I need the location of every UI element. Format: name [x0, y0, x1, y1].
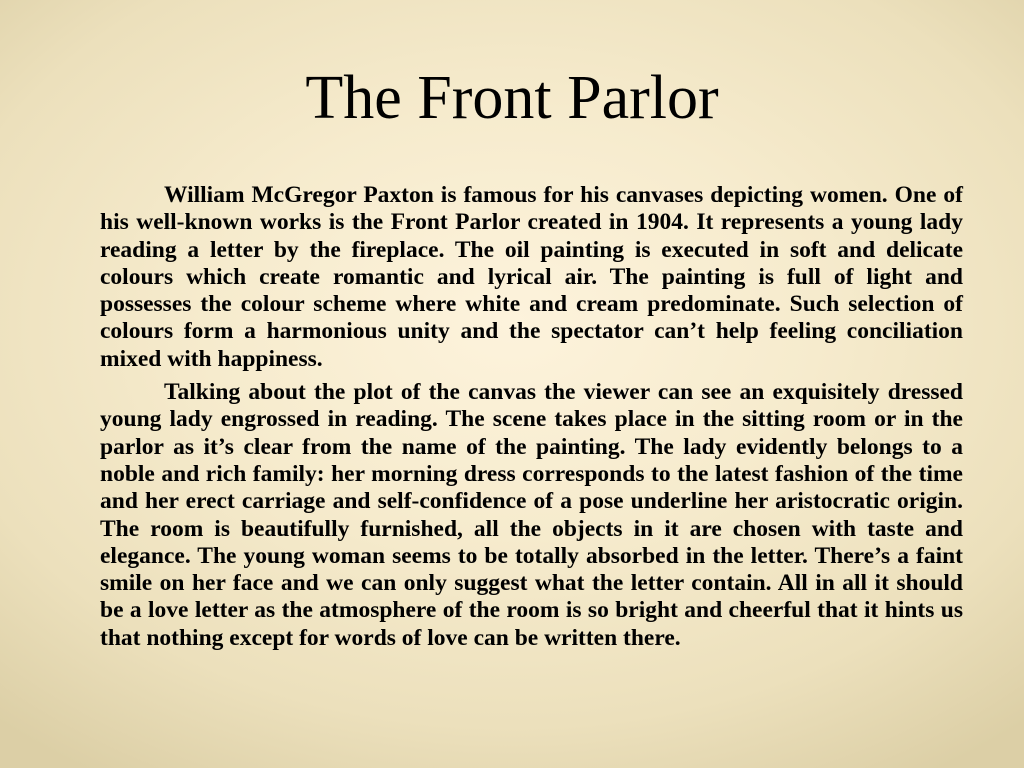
- body-paragraph: Talking about the plot of the canvas the viewer can see an exquisitely dressed young lady engrossed in reading. The scene takes place in the sitting room or in the parlor as it’s clear from the name of the painting. The lady evidently belongs to a noble and rich family: her morning dress corresponds to the latest fashion of the time and her erect carriage and self-confidence of a pose underline her aristocratic origin. The room is beautifully furnished, all the objects in it are chosen with taste and elegance. The young woman seems to be totally absorbed in the letter. There’s a faint smile on her face and we can only suggest what the letter contain. All in all it should be a love letter as the atmosphere of the room is so bright and cheerful that it hints us that nothing except for words of love can be written there.: [100, 379, 963, 651]
- slide-body: [100, 182, 963, 658]
- body-paragraph: William McGregor Paxton is famous for his canvases depicting women. One of his well-known works is the Front Parlor created in 1904. It represents a young lady reading a letter by the fireplace. The oil painting is executed in soft and delicate colours which create romantic and lyrical air. The painting is full of light and possesses the colour scheme where white and cream predominate. Such selection of colours form a harmonious unity and the spectator can’t help feeling conciliation mixed with happiness.: [100, 182, 963, 372]
- slide-title: The Front Parlor: [305, 64, 719, 132]
